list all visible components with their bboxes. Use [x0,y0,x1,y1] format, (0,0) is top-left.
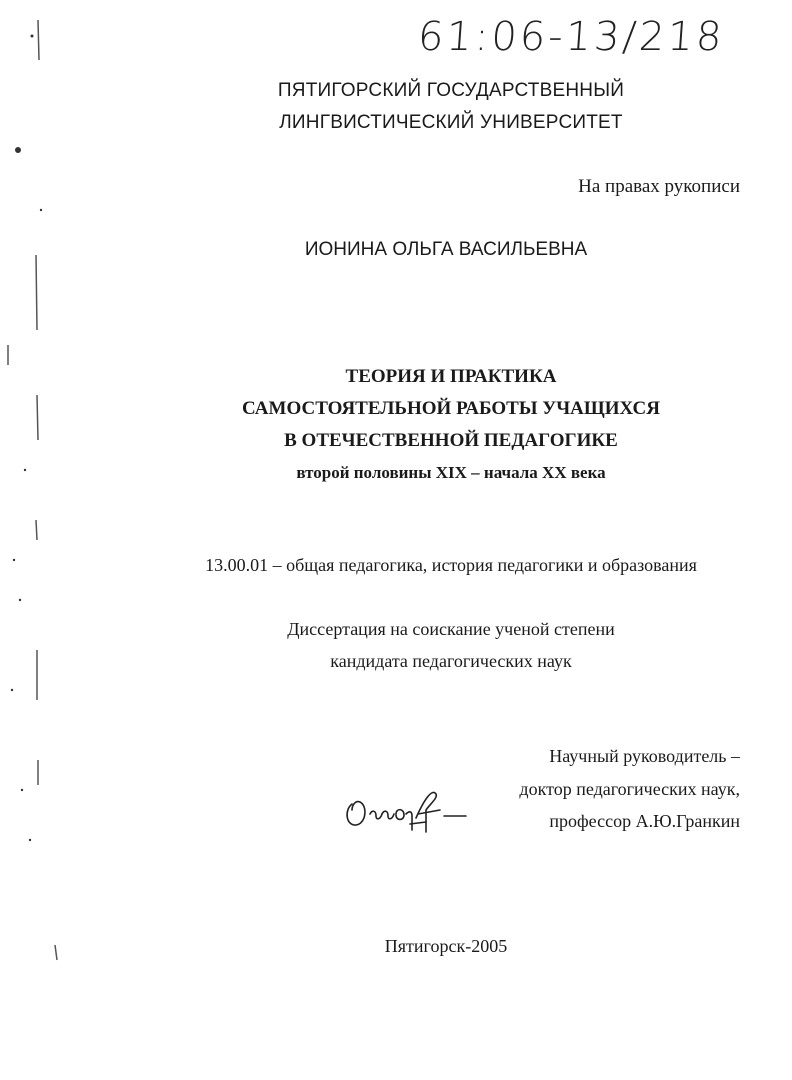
author-name: ИОНИНА ОЛЬГА ВАСИЛЬЕВНА [304,239,588,260]
advisor-name: профессор А.Ю.Гранкин [549,811,740,831]
university-name-line1: ПЯТИГОРСКИЙ ГОСУДАРСТВЕННЫЙ [277,80,625,101]
thesis-title-line2: САМОСТОЯТЕЛЬНОЙ РАБОТЫ УЧАЩИХСЯ [242,398,660,419]
thesis-title-line4: второй половины XIX – начала XX века [296,463,606,482]
university-name-line2: ЛИНГВИСТИЧЕСКИЙ УНИВЕРСИТЕТ [279,112,623,133]
dissertation-degree-line2: кандидата педагогических наук [330,651,572,671]
dissertation-degree-line1: Диссертация на соискание ученой степени [287,619,615,639]
thesis-title-line1: ТЕОРИЯ И ПРАКТИКА [345,366,557,387]
rights-note: На правах рукописи [578,176,740,197]
city-year: Пятигорск-2005 [384,936,508,956]
author-signature [340,770,480,850]
specialty-code: 13.00.01 – общая педагогика, история педагогики и образования [205,555,697,575]
advisor-degree: доктор педагогических наук, [519,779,740,799]
thesis-title-line3: В ОТЕЧЕСТВЕННОЙ ПЕДАГОГИКЕ [284,430,618,451]
advisor-label: Научный руководитель – [549,746,740,766]
archive-code-handwritten: 61:06-13/218 [416,14,727,60]
scan-margin-marks [0,0,70,1080]
